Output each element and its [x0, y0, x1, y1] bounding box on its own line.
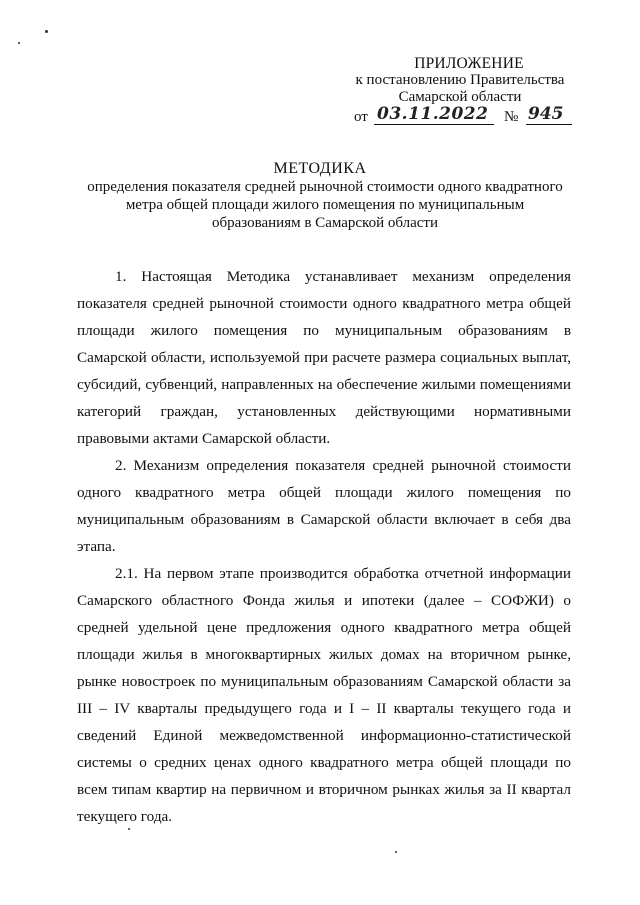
number-label: №	[504, 109, 519, 125]
decree-reference	[354, 104, 580, 130]
appendix-block	[340, 55, 580, 106]
handwritten-date: 03.11.2022	[377, 104, 489, 124]
appendix-line-1: к постановлению Правительства	[355, 72, 565, 88]
from-label: от	[354, 109, 368, 125]
scan-speck	[18, 42, 20, 44]
date-field	[374, 104, 494, 125]
handwritten-number: 945	[528, 104, 564, 124]
scan-speck	[128, 828, 130, 830]
paragraph-1: 1. Настоящая Методика устанавливает механизм определения показателя средней рыночной стоимости одного квадратного метра общей площади жилого помещения по муниципальным образованиям в Самарской области, используемой при расчете размера социальных выплат, субсидий, субвенций, направленных на обеспечение жилыми помещениями категорий граждан, установленных действующими нормативными правовыми актами Самарской области.	[77, 268, 571, 447]
paragraph-2-1: 2.1. На первом этапе производится обработка отчетной информации Самарского областного Фонда жилья и ипотеки (далее – СОФЖИ) о средней удельной цене предложения одного квадратного метра общей площади жилья в многоквартирных жилых домах на вторичном рынке, рынке новостроек по муниципальным образованиям Самарской области за III – IV кварталы предыдущего года и I – II кварталы текущего года и сведений Единой межведомственной информационно-статистической системы о средних ценах одного квадратного метра общей площади по всем типам квартир на первичном и вторичном рынках жилья за II квартал текущего года.	[77, 565, 571, 825]
document-title: МЕТОДИКА	[273, 160, 367, 177]
appendix-title: ПРИЛОЖЕНИЕ	[414, 55, 524, 72]
document-subtitle: определения показателя средней рыночной стоимости одного квадратного метра общей площади жилого помещения по муниципальным образованиям в Самарской области	[87, 179, 563, 231]
scan-speck	[395, 851, 397, 853]
appendix-line-2: Самарской области	[398, 89, 522, 105]
document-body	[77, 263, 571, 830]
number-field	[526, 104, 572, 125]
paragraph-2: 2. Механизм определения показателя средней рыночной стоимости одного квадратного метра общей площади жилого помещения по муниципальным образованиям в Самарской области включает в себя два этапа.	[77, 457, 571, 555]
scan-speck	[45, 30, 48, 33]
